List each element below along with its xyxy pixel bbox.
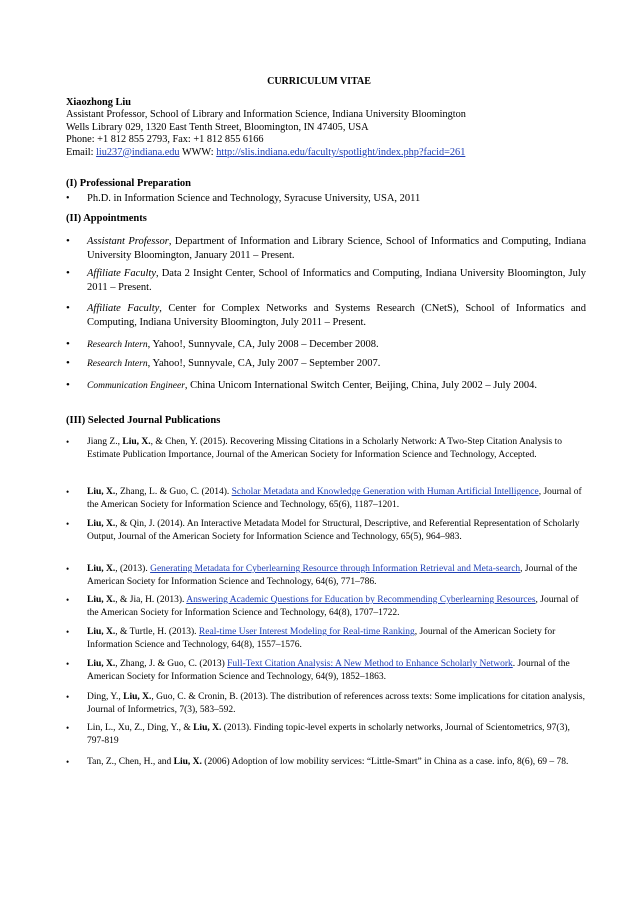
bullet: • [66,659,70,669]
publication-link[interactable]: Generating Metadata for Cyberlearning Resource through Information Retrieval and Meta-search [150,564,521,574]
publication-text: , Journal of the American Society for Information Science and Technology, 65(6), 1187–1201. [87,487,582,511]
section-heading-preparation: (I) Professional Preparation [66,178,192,189]
author-highlight: Liu, X. [122,437,151,447]
publication-text: Finding topic-level experts in scholarly networks, Journal of Scientometrics, 97(3), 797-819 [87,723,570,747]
role: Affiliate Faculty [87,303,160,314]
appointment-detail: , China Unicom International Switch Center, Beijing, China, July 2002 – July 2004. [184,380,538,391]
bullet: • [66,437,70,447]
bullet: • [66,302,70,314]
publication-link[interactable]: Scholar Metadata and Knowledge Generation with Human Artificial Intelligence [231,487,539,497]
contact-header [66,97,586,159]
bullet: • [66,692,70,702]
publication-text: , Journal of the American Society for Information Science and Technology, 64(8), 1707–1722. [87,595,579,619]
cv-page: CURRICULUM VITAE Xiaozhong Liu Assistant Professor, School of Library and Information Science, Indiana University Bloomington Wells Library 029, 1320 East Tenth Street, Bloomington, IN 47405, USA Phone: +1 812 855 2793, Fax: +1 812 855 6166 Email: liu237@indiana.edu WWW: http://slis.indiana.edu/faculty/spotlight/index.php?facid=261 (I) Professional Preparation • Ph.D. in Information Science and Technology, Syracuse University, USA, 2011 (II) Appointments • Assistant Professor, Department of Information and Library Science, School of Informatics and Computing, Indiana University Bloomington, January 2011 – Present. • Affiliate Faculty, Data 2 Insight Center, School of Informatics and Computing, Indiana University Bloomington, July 2011 – Present. • Affiliate Faculty, Center for Complex Networks and Systems Research (CNetS), School of Informatics and Computing, Indiana University Bloomington, July 2011 – Present. • Research Intern, Yahoo!, Sunnyvale, CA, July 2008 – December 2008. • Research Intern, Yahoo!, Sunnyvale, CA, July 2007 – September 2007. • Communication Engineer, China Unicom International Switch Center, Beijing, China, July 2002 – July 2004. (III) Selected Journal Publications • Jiang Z., Liu, X., & Chen, Y. (2015). Recovering Missing Citations in a Scholarly Network: A Two-Step Citation Analysis to Estimate Publication Importance, Journal of the American Society for Information Science and Technology, Accepted. • Liu, X., Zhang, L. & Guo, C. (2014). Scholar Metadata and Knowledge Generation with Human Artificial Intelligence, Journal of the American Society for Information Science and Technology, 65(6), 1187–1201. • Liu, X., & Qin, J. (2014). An Interactive Metadata Model for Structural, Descriptive, and Referential Representation of Scholarly Output, Journal of the American Society for Information Science and Technology, 65(5), 964–983. • Liu, X., (2013). Generating Metadata for Cyberlearning Resource through Information Retrieval and Meta-search, Journal of the American Society for Information Science and Technology, 64(6), 771–786. • Liu, X., & Jia, H. (2013). Answering Academic Questions for Education by Recommending Cyberlearning Resources, Journal of the American Society for Information Science and Technology, 64(8), 1707–1722. • Liu, X., & Turtle, H. (2013). Real-time User Interest Modeling for Real-time Ranking, Journal of the American Society for Information Science and Technology, 64(8), 1557–1576. • Liu, X., Zhang, J. & Guo, C. (2013) Full-Text Citation Analysis: A New Method to Enhance Scholarly Network. Journal of the American Society for Information Science and Technology, 64(9), 1852–1863. • Ding, Y., Liu, X., Guo, C. & Cronin, B. (2013). The distribution of references across texts: Some implications for citation analysis, Journal of Informetrics, 7(3), 583–592. • Lin, L., Xu, Z., Ding, Y., & Liu, X. (2013). Finding topic-level experts in scholarly networks, Journal of Scientometrics, 97(3), 797-819 • Tan, Z., Chen, H., and Liu, X. (2006) Adoption of low mobility services: “Little-Smart” in China as a case. info, 8(6), 69 – 78. [0,0,638,903]
role: Research Intern [87,340,148,350]
appointment-detail: , Data 2 Insight Center, School of Informatics and Computing, Indiana University Bloomington, July 2011 – Present. [87,268,586,293]
publication-text: , Journal of the American Society for Information Science and Technology, 64(6), 771–786. [87,564,578,588]
bullet: • [66,595,70,605]
bullet: • [66,723,70,733]
author-highlight: Liu, X. [87,519,116,529]
bullet: • [66,267,70,279]
email-label: Email: [66,146,97,158]
author-highlight: Liu, X. [173,757,202,767]
bullet: • [66,357,70,369]
author-highlight: Liu, X. [87,659,116,669]
appointment-detail: , Yahoo!, Sunnyvale, CA, July 2007 – September 2007. [147,358,381,369]
appointment-detail: , Department of Information and Library Science, School of Informatics and Computing, Indiana University Bloomington, January 2011 – Present. [87,236,587,261]
email-link[interactable]: liu237@indiana.edu [96,146,180,158]
address-line: Wells Library 029, 1320 East Tenth Street, Bloomington, IN 47405, USA [66,121,369,133]
www-label: WWW: [179,146,217,158]
email-line [66,147,586,159]
publication-text: . Journal of the American Society for Information Science and Technology, 64(9), 1852–1863. [87,659,570,683]
website-link[interactable]: http://slis.indiana.edu/faculty/spotlight/index.php?facid=261 [216,146,466,158]
appointment-detail: , Center for Complex Networks and Systems Research (CNetS), School of Informatics and Computing, Indiana University Bloomington, July 2011 – Present. [87,303,586,328]
role: Communication Engineer [87,381,185,391]
document-title: CURRICULUM VITAE [267,76,371,87]
bullet: • [66,487,70,497]
bullet: • [66,627,70,637]
publication-text: Recovering Missing Citations in a Scholarly Network: A Two-Step Citation Analysis to Estimate Publication Importance, Journal of the American Society for Information Science and Technology, Accepted. [87,437,562,461]
position-line: Assistant Professor, School of Library and Information Science, Indiana University Bloomington [66,109,466,121]
publication-text: The distribution of references across texts: Some implications for citation analysis, Journal of Informetrics, 7(3), 583–592. [87,692,586,716]
degree-text: Ph.D. in Information Science and Technology, Syracuse University, USA, 2011 [87,193,421,204]
publication-link[interactable]: Real-time User Interest Modeling for Real-time Ranking [198,627,415,637]
author-highlight: Liu, X. [87,595,116,605]
author-highlight: Liu, X. [87,627,116,637]
publication-text: Adoption of low mobility services: “Little-Smart” in China as a case. info, 8(6), 69 – 78. [231,757,569,767]
author-highlight: Liu, X. [87,564,116,574]
bullet: • [66,235,70,247]
author-highlight: Liu, X. [87,487,116,497]
person-name: Xiaozhong Liu [66,97,131,108]
section-heading-appointments: (II) Appointments [66,213,147,224]
role: Research Intern [87,359,148,369]
phone-line: Phone: +1 812 855 2793, Fax: +1 812 855 6166 [66,134,264,146]
publication-text: An Interactive Metadata Model for Structural, Descriptive, and Referential Representation of Scholarly Output, Journal of the American Society for Information Science and Technology, 65(5), 964–983. [87,519,580,543]
author-highlight: Liu, X. [193,723,222,733]
bullet: • [66,379,70,391]
bullet: • [66,338,70,350]
publication-link[interactable]: Full-Text Citation Analysis: A New Method to Enhance Scholarly Network [227,659,513,669]
bullet: • [66,519,70,529]
section-heading-publications: (III) Selected Journal Publications [66,415,221,426]
role: Assistant Professor [87,236,169,247]
appointment-detail: , Yahoo!, Sunnyvale, CA, July 2008 – December 2008. [147,339,379,350]
publication-text: , Journal of the American Society for Information Science and Technology, 64(8), 1557–1576. [87,627,556,651]
bullet: • [66,564,70,574]
role: Affiliate Faculty [87,268,156,279]
author-highlight: Liu, X. [123,692,152,702]
bullet: • [66,757,70,767]
publication-link[interactable]: Answering Academic Questions for Education by Recommending Cyberlearning Resources [186,595,536,605]
bullet: • [66,193,70,204]
